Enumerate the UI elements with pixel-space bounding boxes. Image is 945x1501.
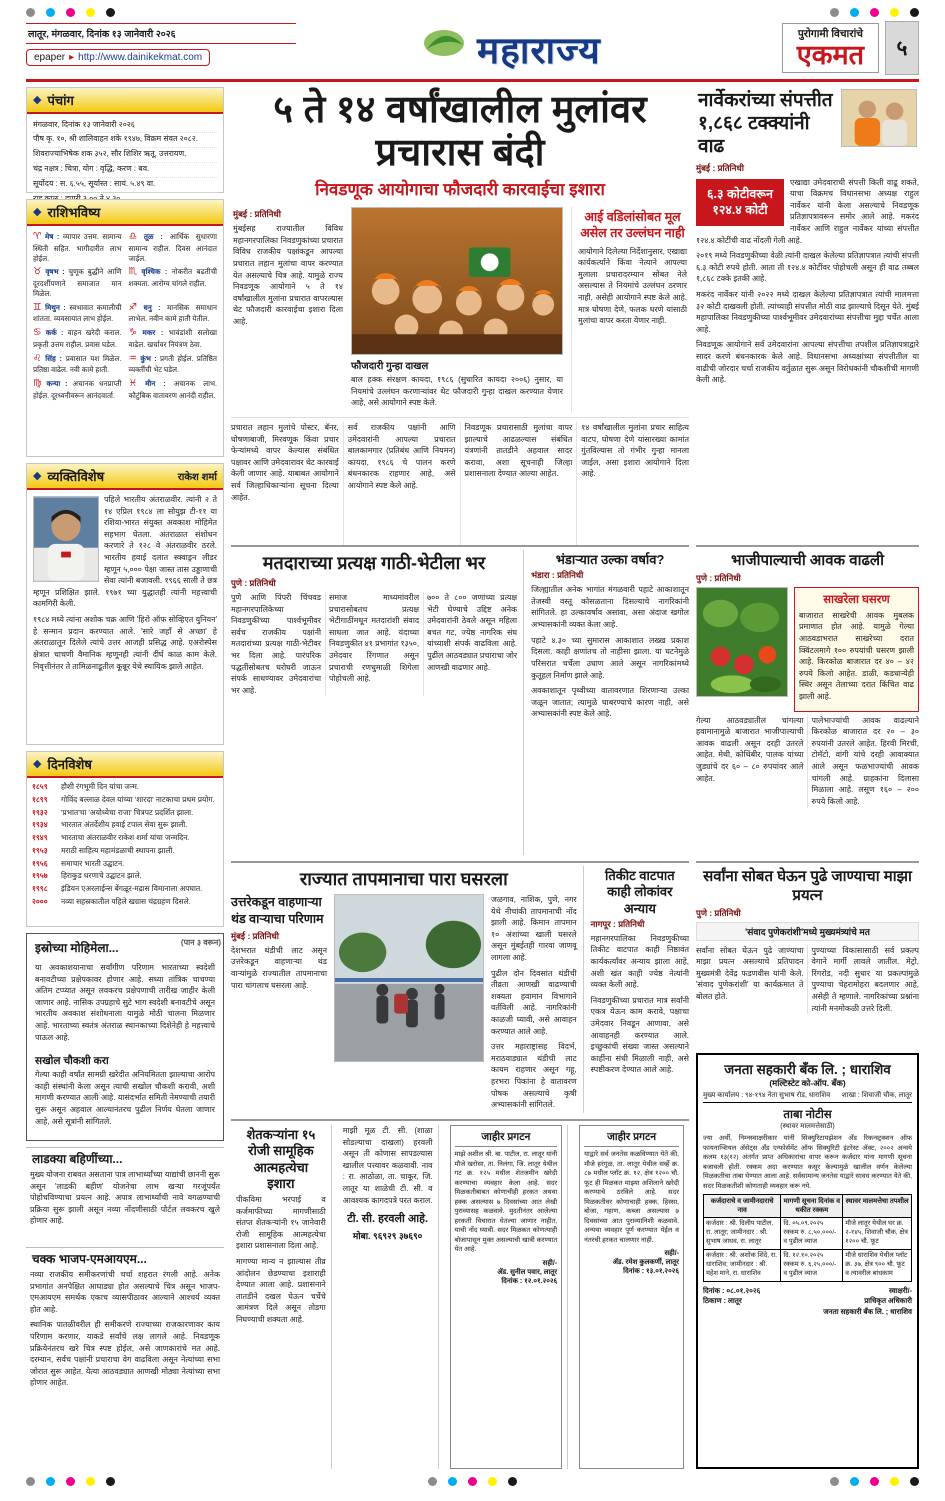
possession-table-header: मागणी सूचना दिनांक व थकीत रक्कम [781,1195,843,1218]
temperature-body [491,894,577,1115]
person-paragraph: १९८४ मध्ये त्यांना अशोक चक्र आणि 'हिरो ऑफ सोव्हिएत युनियन' हे सन्मान प्रदान करण्यात आले. 'सारे जहाँ से अच्छा' हे अंतराळातून दिलेले त्यांचे उत्तर आजही प्रसिद्ध आहे. एअरोस्पेस क्षेत्रात चाचणी वैमानिक म्हणूनही त्यांनी दीर्घ काळ काम केले. निवृत्तीनंतर ते तामिळनाडूतील कून्नूर येथे स्थायिक झाले आहेत. [33,615,217,671]
panchang-header [27,88,223,114]
borrower-cell: कर्जदार : श्री. अशोक शिंदे, रा. धाराशिव; जामीनदार : श्री. महेश माने, रा. धाराशिव [704,1250,781,1282]
horoscope-item [33,266,122,298]
person-special-section [26,463,224,745]
zodiac-name: वृश्चिक : [141,267,168,277]
temperature-paragraph: पुढील दोन दिवसांत थंडीची तीव्रता आणखी वाढण्याची शक्यता हवामान विभागाने वर्तविली आहे. नागरिकांनी काळजी घ्यावी, असे आवाहन करण्यात आले आहे. [491,968,577,1036]
ticket-paragraph: निवडणुकीच्या प्रचारात मात्र सर्वांनी एकत्र येऊन काम करावे, पक्षाचा उमेदवार निवडून आणावा, असे आवाहनही करण्यात आले. इच्छुकांची संख्या जास्त असल्याने काहींना संधी मिळाली नाही, असे स्पष्टीकरण देण्यात आले आहे. [590,995,689,1075]
reg-marks-bottom-right [830,1477,919,1486]
day-special-item [27,883,223,896]
chakka-body [26,1269,224,1389]
horoscope-section [26,199,224,457]
side-box-text: आयोगाने दिलेल्या निर्देशानुसार, एखाद्या कार्यकर्त्याने किंवा नेत्याने आपल्या मुलाला प्रचारादरम्यान सोबत नेले असल्यास ते नियमांचे उल्लंघन ठरणार नाही, असेही आयोगाने स्पष्ट केले आहे. मात्र घोषणा देणे, फलक धरणे यांसाठी मुलांचा वापर करता येणार नाही. [578,246,688,326]
wealth-highlight [696,179,784,227]
temperature-paragraph: जळगाव, नाशिक, पुणे, नगर येथे नीचांकी तापमानाची नोंद झाली आहे. किमान तापमान १० अंशांच्या खाली घसरले असून मुंबईतही गारवा जाणवू लागला आहे. [491,894,577,962]
lead-bottom-columns [231,417,689,545]
bank-footer-right-line: जनता सहकारी बँक लि. ; धाराशिव [823,1306,912,1316]
page-header [26,21,919,75]
day-special-item [27,845,223,858]
meteor-byline: भंडारा : प्रतिनिधी [531,570,584,581]
notice-1-title: जाहीर प्रगटन [455,1130,558,1147]
event-text: मराठी साहित्य महामंडळाची स्थापना झाली. [61,845,175,855]
ticket-article [591,866,689,1113]
probe-text: गेल्या काही वर्षांत सामग्री खरेदीत अनियमितता झाल्याचा आरोप काही संस्थांनी केला असून त्याची सखोल चौकशी करावी, अशी मागणी करण्यात आली आहे. यासंदर्भात समिती नेमण्याची तयारी सुरू असून अहवाल आल्यानंतरच पुढील निर्णय घेतला जाणार आहे, असे सूत्रांनी सांगितले. [35,1070,215,1126]
brand-area [782,21,919,75]
tc-lead: माझी मूळ टी. सी. (शाळा सोडल्याचा दाखला) हरवली असून ती कोणास सापडल्यास खालील पत्त्यावर कळवावी. नाव : रा. आठोळा, ता. चाकूर, जि. लातूर या शाळेची टी. सी. व आवश्यक कागदपत्रे परत कराल. [342,1126,433,1205]
wealth-from: ६.३ कोटीवरून [707,186,773,201]
zodiac-text: वाहन खरेदी कराल. प्रकृती उत्तम राहील. प्रवास घडेल. [33,328,122,349]
chakka-title: चक्क भाजप-एमआयएम... [32,1252,147,1266]
person-special-header [27,464,223,490]
zodiac-name: कुंभ : [140,353,157,363]
day-special-item [27,794,223,807]
event-year: १९३२ [32,807,48,817]
notice-2-sign-line: सही/- [664,1250,679,1258]
tc-title: टी. सी. हरवली आहे. [347,1213,429,1226]
horoscope-header [27,200,223,226]
voter-paragraph: समाज माध्यमांवरील प्रचारासोबतच प्रत्यक्ष भेटीगाठींमधून मतदारांशी संवाद साधला जात आहे. यंदाच्या निवडणुकीत ४१ प्रभागांत १३५०, उमेदवार रिंगणात असून प्रचाराची रणधुमाळी शिगेला पोहोचली आहे. [329,592,420,684]
brand-name: एकमत [796,39,864,70]
ticket-headline: तिकीट वाटपात काही लोकांवर अन्याय [605,868,675,916]
lead-photo-illustration [351,207,563,355]
event-year: १९५३ [32,845,48,855]
lead-paragraph: सर्व राजकीय पक्षांनी आणि उमेदवारांनी आपल्या प्रचारात बालकामगार (प्रतिबंध आणि नियमन) कायदा, १९८६ चे पालन करणे बंधनकारक राहणार आहे, असे आयोगाने स्पष्ट केले आहे. [347,422,456,490]
cm-paragraph: पुण्याच्या विकासासाठी सर्व प्रकल्प वेगाने मार्गी लावले जातील. मेट्रो, रिंगरोड, नदी सुधार या प्रकल्पांमुळे पुण्याचा चेहरामोहरा बदलणार आहे, असेही ते म्हणाले. नागरिकांच्या प्रश्नांना त्यांनी मनमोकळी उत्तरे दिली. [811,945,919,1013]
lead-paragraph: निवडणूक प्रचारासाठी मुलांचा वापर झाल्याचे आढळल्यास संबंधित यंत्रणांनी तातडीने अहवाल सादर करावा, अशा सूचनाही जिल्हा प्रशासनाला देण्यात आल्या आहेत. [464,422,573,479]
zodiac-icon: ♋ [33,327,44,339]
zodiac-name: कन्या : [46,379,68,389]
event-year: १९५७ [32,871,48,881]
property-cell: मौजे धाराशिव येथील प्लॉट क्र. ३७, क्षेत्र ९०० चौ. फूट व त्यावरील बांधकाम [843,1250,912,1282]
zodiac-text: आर्थिक सुधारणा सामान्य राहील. दिवस आनंदात जाईल. [128,232,217,263]
vegetables-article [696,545,919,855]
person-special-title: व्यक्तिविशेष [47,469,105,484]
event-year: १८९९ [32,794,48,804]
reg-marks-bottom-left [26,1477,115,1486]
tc-lost-notice [338,1125,439,1469]
zodiac-icon: ♏ [128,266,140,278]
narvekar-paragraph: एखाद्या उमेदवाराची संपत्ती किती वाढू शकते, याचा विक्रमच विधानसभा अध्यक्ष राहुल नार्वेकर यांनी केला असल्याचे निवडणूक प्रतिज्ञापत्रावरून समोर आले आहे. मकरंद नार्वेकर आणि राहुल नार्वेकर यांच्या संपत्तीत १२४.४ कोटींची वाढ नोंदली गेली आहे. [696,177,919,245]
reg-marks-bottom-center [428,1477,517,1486]
vegetables-paragraph: गेल्या आठवड्यातील चांगल्या हवामानामुळे बाजारात भाजीपाल्याची आवक वाढली असून दरही उतरले आहेत. मेथी, कोथिंबीर, पालक यांच्या जुड्यांचे दर ६० – ८० रुपयांवर आले आहेत. [696,715,804,783]
notice-1-body: माझे अशील श्री. बा. पाटील, रा. लातूर यांनी मौजे खरोसा, ता. निलंगा, जि. लातूर येथील गट क्र. १२५ मधील शेतजमीन खरेदी करण्याचा व्यवहार केला आहे. सदर मिळकतीबाबत कोणाचीही हरकत अथवा हक्क असल्यास ७ दिवसांच्या आत लेखी पुराव्यासह कळवावे. मुदतीनंतर आलेल्या हरकती विचारात घेतल्या जाणार नाहीत, याची नोंद घ्यावी. सदर मिळकत कोणत्याही बोजापासून मुक्त असल्याची खात्री करण्यात येत आहे. [454,1151,558,1254]
lead-caption-text: बाल हक्क संरक्षण कायदा, १९८६ (सुधारित कायदा २००६) नुसार, या नियमांचे उल्लंघन करणाऱ्यांवर थेट फौजदारी गुन्हा दाखल करण्यात येणार आहे, असे आयोगाने स्पष्ट केले. [351,375,563,408]
horoscope-grid [27,226,223,406]
possession-table [703,1194,912,1282]
page-body [26,87,919,1469]
isro-title: इस्रोच्या मोहिमेला... [35,941,119,955]
reg-marks-left [26,8,115,17]
lead-body-row [231,207,689,413]
temperature-row [231,894,577,1115]
zodiac-icon: ♑ [128,327,141,339]
possession-table-header: स्थावर मालमत्तेचा तपशील [843,1195,912,1218]
bank-footer-right [823,1286,912,1317]
lead-article [231,87,689,539]
bank-footer-right-line: स्वाक्षरी/- [889,1285,912,1295]
registration-marks-top [26,5,919,19]
zodiac-text: अचानक धनप्राप्ती होईल. दूरध्वनीवरून आनंदवार्ता. [33,379,122,400]
jump-ref: (पान ३ वरून) [180,938,221,947]
event-text: 'प्रभात'चा 'अयोध्येचा राजा' चित्रपट प्रदर्शित झाला. [61,807,194,817]
page-number: ५ [885,21,919,75]
notice-2-sign [584,1249,679,1276]
zodiac-name: मीन : [145,379,166,389]
street-photo-illustration [334,894,484,1062]
ticket-body [591,933,689,1076]
event-text: भारतात अंतर्देशीय हवाई टपाल सेवा सुरू झाली. [61,820,188,830]
bank-notice-ad [696,1053,919,1469]
event-text: समाचार भारती उद्घाटन. [61,858,125,868]
dateline-box [26,21,296,75]
bank-branch: शाखा : शिवाजी चौक, लातूर [841,1092,912,1099]
sugar-box [794,587,919,712]
day-special-item [27,781,223,794]
possession-notice-title: ताबा नोटीस [783,1109,832,1121]
cm-article [696,861,919,1047]
vegetables-headline: भाजीपाल्याची आवक वाढली [731,552,884,569]
voter-byline: पुणे : प्रतिनिधी [231,577,276,588]
amount-cell: दि. १२.१०.२०२५ रक्कम रु. ६,२५,०००/- व पुढील व्याज [781,1250,843,1282]
temperature-headline: राज्यात तापमानाचा पारा घसरला [299,869,508,889]
person-paragraph: पहिले भारतीय अंतराळवीर. त्यांनी २ ते १४ एप्रिल १९८४ ला सोयुझ टी-११ या रशिया-भारत संयुक्त अवकाश मोहिमेत सहभाग घेतला. अंतराळात संशोधन करणारे ते १२८ वे अंतराळवीर ठरले. भारतीय हवाई दलात स्क्वाड्रन लीडर म्हणून ५,००० पेक्षा जास्त तास उड्डाणाची सेवा त्यांनी बजावली. १९६६ साली ते छत्र म्हणून प्रशिक्षित झाले. १९७१ च्या युद्धातही त्यांनी महत्त्वाची कामगिरी केली. [33,495,217,609]
ladkya-article [26,1147,224,1241]
temperature-paragraph: उत्तर महाराष्ट्रासह विदर्भ, मराठवाड्यात थंडीची लाट कायम राहणार असून गहू, हरभरा पिकांना हे वातावरण पोषक असल्याचे कृषी अभ्यासकांनी सांगितले. [491,1042,577,1110]
person-portrait-illustration [33,496,99,582]
diamond-icon: ◆ [33,469,42,482]
meteor-body [531,584,689,720]
public-notice-2 [574,1125,689,1469]
lead-byline: मुंबई : प्रतिनिधी [233,209,281,220]
masthead [306,21,772,75]
vegetables-body [696,715,919,808]
horoscope-item [33,327,122,350]
chakka-paragraph: स्थानिक पातळीवरील ही समीकरणे राज्याच्या राजकारणावर काय परिणाम करणार, याकडे सर्वांचे लक्ष लागले आहे. निवडणूक प्रक्रियेनंतरच खरे चित्र स्पष्ट होईल, असे जाणकारांचे मत आहे. दरम्यान, सर्वच पक्षांनी प्रचाराचा वेग वाढविला असून नेत्यांच्या सभा जोरात सुरू आहेत. येत्या आठवड्यात आणखी मोठ्या नेत्यांच्या सभा होणार आहेत. [30,1320,220,1388]
masthead-title: महाराज्य [477,29,601,71]
chakka-article [26,1247,224,1469]
possession-notice-sub: (स्थावर मालमत्तेसाठी) [780,1123,835,1130]
temperature-byline: मुंबई : प्रतिनिधी [231,930,279,941]
arrow-icon: ▸ [69,52,75,63]
voter-contact-article [231,550,524,855]
cm-paragraph: सर्वांना सोबत घेऊन पुढे जाण्याचा माझा प्रयत्न असल्याचे प्रतिपादन मुख्यमंत्री देवेंद्र फडणवीस यांनी केले. 'संवाद पुणेकरांशी' या कार्यक्रमात ते बोलत होते. [696,945,804,1001]
zodiac-text: चुणूक बुद्धीने आणि दूरदर्शीपणाने समाजात मान मिळेल. [33,267,122,298]
notice-1-signer: ॲड. सुनील पवार, लातूर [497,1268,558,1276]
zodiac-text: भावंडांशी सलोखा वाढेल. खर्चावर नियंत्रण ठेवा. [128,328,217,349]
temperature-subhead: उत्तरेकडून वाहणाऱ्या थंड वाऱ्याचा परिणाम [231,894,324,926]
cm-headline: सर्वांना सोबत घेऊन पुढे जाण्याचा माझा प्रयत्न [703,868,912,904]
leaf-icon [421,23,467,63]
possession-table-header: कर्जदाराचे व जामीनदाराचे नाव [704,1195,781,1218]
brand-box [782,23,879,73]
sugar-text: बाजारात साखरेची आवक मुबलक प्रमाणात होत आहे. यामुळे गेल्या आठवडाभरात साखरेच्या दरात क्विंटलमागे १०० रुपयांची घसरण झाली आहे. किरकोळ बाजारात दर ४० – ४२ रुपये किलो आहेत. डाळी, कडधान्येही स्थिर असून तेलाच्या दरात किंचित वाढ झाली आहे. [799,610,914,702]
voter-paragraph: पुणे आणि पिंपरी चिंचवड महानगरपालिकेच्या निवडणुकीच्या पार्श्वभूमीवर सर्वच राजकीय पक्षांनी मतदारांच्या प्रत्यक्ष गाठी-भेटीवर भर दिला आहे. पारंपरिक पद्धतींसोबतच घरोघरी जाऊन संपर्क साधण्यावर उमेदवारांचा भर आहे. [231,592,322,695]
day-special-item [27,857,223,870]
horoscope-item [33,378,122,401]
amount-cell: दि. ०५.०९.२०२५ रक्कम रु. ८,५०,०००/- व पुढील व्याज [781,1218,843,1250]
panchang-line: सूर्योदय : स. ६.५५, सूर्यास्त : सायं. ५.४९ वा. [33,178,217,193]
bottom-band [231,1119,689,1469]
vegetables-row [696,587,919,712]
meteor-paragraph: पहाटे ४.३० च्या सुमारास आकाशात लख्ख प्रकाश दिसला. काही क्षणांतच तो नाहीसा झाला. या घटनेमुळे परिसरात चर्चेला उधाण आले असून नागरिकांमध्ये कुतूहल निर्माण झाले आहे. [531,635,689,680]
lead-left-column [233,207,343,413]
event-year: १९५६ [32,858,48,868]
horoscope-title: राशिभविष्य [47,205,101,220]
horoscope-item [129,231,218,263]
notice-1-sign-line: सही/- [542,1259,558,1267]
event-year: १९४९ [32,833,48,843]
cm-body [696,945,919,1015]
right-column [696,87,919,1469]
day-special-list [27,778,223,911]
bank-branch-row [703,1089,912,1103]
zodiac-icon: ♓ [128,378,144,390]
meteor-article [531,550,689,855]
horoscope-item [129,327,218,350]
left-sidebar [26,87,224,1469]
lead-caption: फौजदारी गुन्हा दाखल [351,361,429,373]
possession-table-header-row [704,1195,912,1218]
possession-table-row [704,1250,912,1282]
bank-title: जनता सहकारी बँक लि. ; धाराशिव [724,1062,891,1077]
wealth-to: १२४.४ कोटी [712,203,768,218]
public-notice-1 [445,1125,569,1469]
person-name: राकेश शर्मा [177,472,217,483]
panchang-line: पौष कृ. १०, श्री शालिवाहन शके १९४७, विक्रम संवत २०८२. [33,133,217,148]
day-special-item [27,806,223,819]
center-column [231,87,689,1469]
notice-box-1 [450,1125,563,1469]
narvekar-article [696,87,919,539]
event-year: २००० [32,896,48,906]
event-text: भारताचा अंतराळवीर राकेश शर्मा यांचा जन्मदिन. [61,833,190,843]
chakka-paragraph: नव्या राजकीय समीकरणांची चर्चा शहरात रंगली आहे. अनेक प्रभागांत अनपेक्षित आघाड्या होत असल्याचे चित्र असून भाजप-एमआयएम समर्थक एकाच व्यासपीठावर आल्याने आश्चर्य व्यक्त होत आहे. [30,1270,220,1314]
zodiac-icon: ♈ [33,231,43,242]
zodiac-icon: ♐ [128,301,142,313]
event-text: गोविंद बल्लाळ देवल यांच्या 'शारदा' नाटकाचा प्रथम प्रयोग. [61,794,215,804]
vegetables-paragraph: पालेभाज्यांची आवक वाढल्याने किरकोळ बाजारात दर २० – ३० रुपयांनी उतरले आहेत. हिरवी मिरची, टोमॅटो, वांगी यांचे दरही आवाक्यात आले असून फळभाज्यांची आवक चांगली आहे. ग्राहकांना दिलासा मिळाला आहे. लसूण १६० – २०० रुपये किलो आहे. [811,715,919,806]
notice-1-date: दिनांक : १२.०१.२०२६ [501,1277,558,1285]
temperature-band [231,861,689,1113]
dateline: लातूर, मंगळवार, दिनांक १३ जानेवारी २०२६ [26,23,296,44]
day-special-item [27,895,223,908]
bank-footer [703,1286,912,1317]
ticket-paragraph: महानगरपालिका निवडणुकीच्या तिकीट वाटपात काही निष्ठावंत कार्यकर्त्यांवर अन्याय झाला आहे, अशी खंत काही ज्येष्ठ नेत्यांनी व्यक्त केली आहे. [590,933,689,990]
bank-office: मुख्य कार्यालय : ९४-१९४ नेता सुभाष रोड, धाराशिव [703,1092,831,1099]
day-special-item [27,832,223,845]
diamond-icon: ◆ [33,93,42,106]
event-year: १८५९ [32,782,48,792]
epaper-url: http://www.dainikekmat.com [78,52,203,63]
registration-marks-bottom [26,1474,919,1488]
vegetables-byline: पुणे : प्रतिनिधी [696,572,741,583]
voter-headline: मतदाराच्या प्रत्यक्ष गाठी-भेटीला भर [262,553,486,573]
notice-2-title: जाहीर प्रगटन [584,1130,679,1147]
event-text: हौशी रंगभूमी दिन यांचा जन्म. [61,782,139,792]
diamond-icon: ◆ [33,757,42,770]
zodiac-text: अचानक लाभ. कौटुंबिक वातावरण आनंदी राहील. [128,379,217,400]
horoscope-item [129,266,218,298]
zodiac-name: मकर : [142,328,164,338]
panchang-section [26,87,224,193]
ladkya-title: लाडक्या बहिणींच्या... [32,1152,123,1166]
event-year: १९९८ [32,883,48,893]
epaper-label: epaper [34,52,66,63]
farmers-body [236,1194,326,1326]
narvekar-headline: नार्वेकरांच्या संपत्तीत १,८६८ टक्क्यांनी वाढ [698,90,833,158]
bank-body: ज्या अर्थी, निम्नस्वाक्षरीकार यांनी सिक्युरिटायझेशन अँड रिकन्स्ट्रक्शन ऑफ फायनान्शियल ॲसेट्स अँड एन्फोर्समेंट ऑफ सिक्युरिटी इंटरेस्ट ॲक्ट, २००२ अन्वये कलम १३(१२) अंतर्गत प्राप्त अधिकारांचा वापर करून कर्जदार यांना मागणी सूचना बजावली होती. रक्कम अदा करण्यात कसूर केल्यामुळे खालील वर्णन केलेल्या मिळकतीचा ताबा घेण्यात आला आहे. सर्वसामान्य जनतेस याद्वारे सावध करण्यात येते की, सदर मिळकतीशी कोणताही व्यवहार करू नये. [703,1135,912,1190]
voter-body [231,592,517,696]
sugar-title: साखरेला घसरण [823,593,890,606]
bank-footer-left [703,1286,760,1317]
zodiac-name: सिंह : [45,353,62,363]
event-text: इंडियन एअरलाईन्स बेंगळूर-मद्रास विमानाला अपघात. [61,883,203,893]
zodiac-icon: ♎ [128,231,142,242]
zodiac-icon: ♊ [33,301,44,313]
event-year: १९३४ [32,820,48,830]
farmers-paragraph: पीकविमा भरपाई व कर्जमाफीच्या मागणीसाठी संतप्त शेतकऱ्यांनी १५ जानेवारी रोजी सामूहिक आत्महत्येचा इशारा प्रशासनाला दिला आहे. [236,1195,326,1251]
person-special-body [27,490,223,680]
zodiac-name: धनु : [143,302,161,312]
panchang-title: पंचांग [47,93,74,108]
temperature-article [231,866,584,1113]
narvekar-byline: मुंबई : प्रतिनिधी [696,162,744,173]
reg-marks-right [830,8,919,17]
zodiac-name: मेष : [45,232,60,241]
zodiac-icon: ♒ [128,352,139,364]
lead-photo-column [351,207,563,413]
notice-2-body: याद्वारे सर्व जनतेस कळविण्यात येते की, मौजे हरंगुळ, ता. लातूर येथील सर्व्हे क्र. ८७ मधील प्लॉट क्र. १२, क्षेत्र १२०० चौ. फूट ही मिळकत माझ्या अशिलाने खरेदी करण्याचे ठरविले आहे. सदर मिळकतीवर कोणाचाही हक्क, हिस्सा, बोजा, गहाण, कब्जा असल्यास ७ दिवसांच्या आत पुराव्यानिशी कळवावे. अन्यथा व्यवहार पूर्ण करण्यात येईल व नंतरची हरकत चालणार नाही. [584,1151,679,1244]
isro-body [29,958,221,1051]
epaper-link[interactable] [26,49,210,66]
lead-side-box [571,207,687,413]
notice-box-2 [579,1125,684,1469]
horoscope-item [129,302,218,325]
isro-continued-article [26,933,224,1141]
isro-paragraph: या अवकाशयानाचा सर्वांगीण परिणाम भारताच्या स्वदेशी बनावटीच्या प्रक्षेपकावर होणार आहे. सध्या तांत्रिक चाचण्या अंतिम टप्प्यात असून लवकरच प्रक्षेपणाची तारीख जाहीर केली जाणार आहे. नासिक उपग्रहाचे सुटे भाग स्वदेशी बनावटीचे असून भारतीय अवकाश संशोधनाला यामुळे मोठी चालना मिळणार आहे. भारताच्या स्वतंत्र अंतराळ स्थानकाच्या दिशेनेही हे महत्त्वाचे पाऊल आहे. [35,963,215,1042]
borrower-cell: कर्जदार : श्री. दिलीप पाटील, रा. लातूर; जामीनदार : श्री. सुभाष जाधव, रा. लातूर [704,1218,781,1250]
cm-byline: पुणे : प्रतिनिधी [696,907,741,918]
header-rule [26,79,919,82]
zodiac-name: वृषभ : [45,267,65,277]
tc-mobile: मोबा. ९६९२९ ३७६९० [352,1231,423,1242]
bank-footer-right-line: प्राधिकृत अधिकारी [864,1296,912,1306]
notice-2-date: दिनांक : १३.०१.२०२६ [623,1268,679,1276]
possession-table-body [704,1218,912,1281]
horoscope-item [129,378,218,401]
panchang-line: शिवराज्याभिषेक शक ३५२, सौर शिशिर ऋतू, उत्तरायण. [33,148,217,163]
zodiac-text: नोकरीत बढतीची शक्यता. आरोग्य चांगले राहील. [128,267,218,289]
lead-headline: ५ ते १४ वर्षांखालील मुलांवर प्रचारास बंदी [273,89,647,174]
possession-table-row [704,1218,912,1250]
panchang-lines [27,114,223,210]
zodiac-text: स्वभावात कमालीची शांतता. व्यवसायात लाभ होईल. [33,302,122,324]
narvekar-top [696,87,919,161]
bank-subtitle: (मल्टिस्टेट को-ऑप. बँक) [769,1078,846,1088]
event-text: हिराकुड धरणाचे उद्घाटन झाले. [61,871,142,881]
diamond-icon: ◆ [33,205,42,218]
day-special-item [27,819,223,832]
lead-intro: मुंबईसह राज्यातील विविध महानगरपालिका निवडणुकांच्या प्रचारात विविध राजकीय पक्षांकडून आपल्या प्रचारात लहान मुलांचा वापर करण्यात येत असल्याचे चित्र आहे. यामुळे राज्य निवडणूक आयोगाने ५ ते १४ वर्षांखालील मुलांना प्रचारात वापरल्यास थेट फौजदारी कारवाईचा इशारा दिला आहे. [233,224,343,326]
horoscope-item [33,353,122,376]
meteor-paragraph: जिल्ह्यातील अनेक भागांत मंगळवारी पहाटे आकाशातून तेजस्वी वस्तू कोसळताना दिसल्याचे नागरिकांनी सांगितले. हा उल्कावर्षाव असावा, असा अंदाज खगोल अभ्यासकांनी व्यक्त केला आहे. [531,585,689,630]
zodiac-name: मिथुन : [45,302,66,312]
farmers-article [231,1125,332,1469]
voter-paragraph: ७०० ते ८०० जणांच्या प्रत्यक्ष भेटी घेण्याचे उद्दिष्ट अनेक उमेदवारांनी ठेवले असून महिला बचत गट, ज्येष्ठ नागरिक संघ यांच्याशी संपर्क वाढविला आहे. पुढील आठवड्यात प्रचाराचा जोर आणखी वाढणार आहे. [427,592,518,672]
notice-2-signer: ॲड. रमेश कुलकर्णी, लातूर [612,1259,679,1267]
vegetables-photo-illustration [696,587,788,697]
lead-paragraph: प्रचारात लहान मुलांचे पोस्टर, बॅनर, घोषणाबाजी, मिरवणूक किंवा प्रचार फेऱ्यांमध्ये वापर केल्यास संबंधित पक्षावर आणि उमेदवारावर थेट कारवाई केली जाणार आहे. याबाबत आयोगाने सर्व जिल्हाधिकाऱ्यांना सूचना दिल्या आहेत. [231,422,339,502]
ticket-byline: नागपूर : प्रतिनिधी [590,918,645,929]
bank-footer-left-line: ठिकाण : लातूर [703,1296,742,1306]
horoscope-item [33,231,122,263]
zodiac-text: प्रगती होईल. प्रतिष्ठित व्यक्तींची भेट घडेल. [128,353,217,375]
horoscope-item [33,302,122,325]
panchang-line: चंद्र नक्षत्र : चित्रा, योग : वृद्धि, करण : बव. [33,163,217,178]
farmers-headline: शेतकऱ्यांना १५ रोजी सामूहिक आत्महत्येचा इशारा [246,1127,316,1191]
property-cell: मौजे लातूर येथील घर क्र. २-१४५, शिवाजी चौक, क्षेत्र १२०० चौ. फूट [843,1218,912,1250]
day-special-title: दिनविशेष [47,757,92,772]
brand-tagline: पुरोगामी विचारांचे [797,27,863,40]
day-special-section [26,751,224,927]
panchang-line: मंगळवार, दिनांक १३ जानेवारी २०२६ [33,118,217,133]
meteor-headline: भंडाऱ्यात उल्का वर्षाव? [555,552,665,567]
zodiac-text: मानसिक समाधान लाभेल. नवीन कामे हाती येतील. [128,302,217,324]
temperature-left [231,894,327,1115]
bank-footer-left-line: दिनांक : ०८.०१.२०२६ [703,1285,761,1295]
day-special-item [27,870,223,883]
cm-kicker: 'संवाद पुणेकरांशी'मध्ये मुख्यमंत्र्यांचे मत [696,922,919,941]
probe-subtitle: सखोल चौकशी करा [35,1055,109,1068]
side-box-title: आई वडिलांसोबत मूल असेल तर उल्लंघन नाही [580,210,685,241]
day-special-header [27,752,223,778]
lead-subhead: निवडणूक आयोगाचा फौजदारी कारवाईचा इशारा [315,180,605,200]
zodiac-icon: ♉ [33,266,44,278]
horoscope-item [129,353,218,376]
lead-paragraph: १४ वर्षांखालील मुलांना प्रचार साहित्य वाटप, घोषणा देणे यांसारख्या कामांत गुंतविल्यास तो गंभीर गुन्हा मानला जाईल, असा इशारा आयोगाने दिला आहे. [581,422,689,479]
ladkya-text: मुख्य योजना राबवत असताना पात्र लाभार्थ्यांच्या याद्यांची छाननी सुरू असून 'लाडकी बहीण' योजनेचा लाभ खऱ्या गरजूंपर्यंत पोहोचविण्याचा प्रयत्न आहे. अपात्र लाभार्थ्यांची नावे वगळण्याची प्रक्रिया सुरू झाली असून नव्या नोंदणीसाठी पोर्टल लवकरच खुले होणार आहे. [30,1170,220,1226]
narvekar-paragraph: मकरंद नार्वेकर यांनी २०२२ मध्ये दाखल केलेल्या प्रतिज्ञापत्रात त्यांची मालमत्ता ३२ कोटी दाखवली होती. त्यांच्याही संपत्तीत मोठी वाढ झाल्याचे दिसून येते. मुंबई महापालिका निवडणुकीच्या पार्श्वभूमीवर उमेदवारांच्या संपत्तीचा मुद्दा चर्चेत आला आहे. [696,290,919,334]
zodiac-text: प्रवासात यश मिळेल. प्रतिष्ठा वाढेल. नवी कामे हाती. [33,353,122,375]
narvekar-body-wrap [696,177,919,386]
zodiac-text: व्यापार उत्तम. सामान्य स्थिती सहित. भागीदारीत लाभ होईल. [33,232,122,263]
event-text: नव्या सहस्रकातील पहिले खग्रास चंद्रग्रहण दिसले. [61,896,191,906]
notice-1-sign [455,1259,558,1286]
middle-band [231,545,689,855]
narvekar-paragraph: निवडणूक आयोगाने सर्व उमेदवारांना आपल्या संपत्तीचा तपशील प्रतिज्ञापत्राद्वारे सादर करणे बंधनकारक केले आहे. विधानसभा अध्यक्षांच्या संपत्तीतील या वाढीची जोरदार चर्चा राजकीय वर्तुळात सुरू असून विरोधकांनी चौकशीची मागणी केली आहे. [696,340,919,385]
narvekar-paragraph: २०१९ मध्ये निवडणुकीच्या वेळी त्यांनी दाखल केलेल्या प्रतिज्ञापत्रात त्यांची संपत्ती ६.३ कोटी रुपये होती. आता ती १२४.४ कोटींवर पोहोचली असून ही वाढ तब्बल १,८६८ टक्के इतकी आहे. [696,251,919,284]
farmers-paragraph: मागण्या मान्य न झाल्यास तीव्र आंदोलन छेडण्याचा इशाराही देण्यात आला आहे. प्रशासनाने तातडीने दखल घेऊन चर्चेचे आमंत्रण दिले असून तोडगा निघण्याची शक्यता आहे. [236,1257,326,1325]
meteor-paragraph: अवकाशातून पृथ्वीच्या वातावरणात शिरणाऱ्या उल्का जळून जातात; त्यामुळे घाबरण्याचे कारण नाही, असे अभ्यासकांनी स्पष्ट केले आहे. [531,686,689,719]
narvekar-photo-illustration [841,89,917,147]
zodiac-icon: ♍ [33,378,45,390]
zodiac-name: तूळ : [143,232,163,241]
temperature-intro: देशभरात थंडीची लाट असून उत्तरेकडून वाहणाऱ्या थंड वाऱ्यांमुळे राज्यातील तापमानाचा पारा चांगलाच घसरला आहे. [231,945,327,990]
zodiac-name: कर्क : [45,328,64,338]
zodiac-icon: ♌ [33,352,44,364]
